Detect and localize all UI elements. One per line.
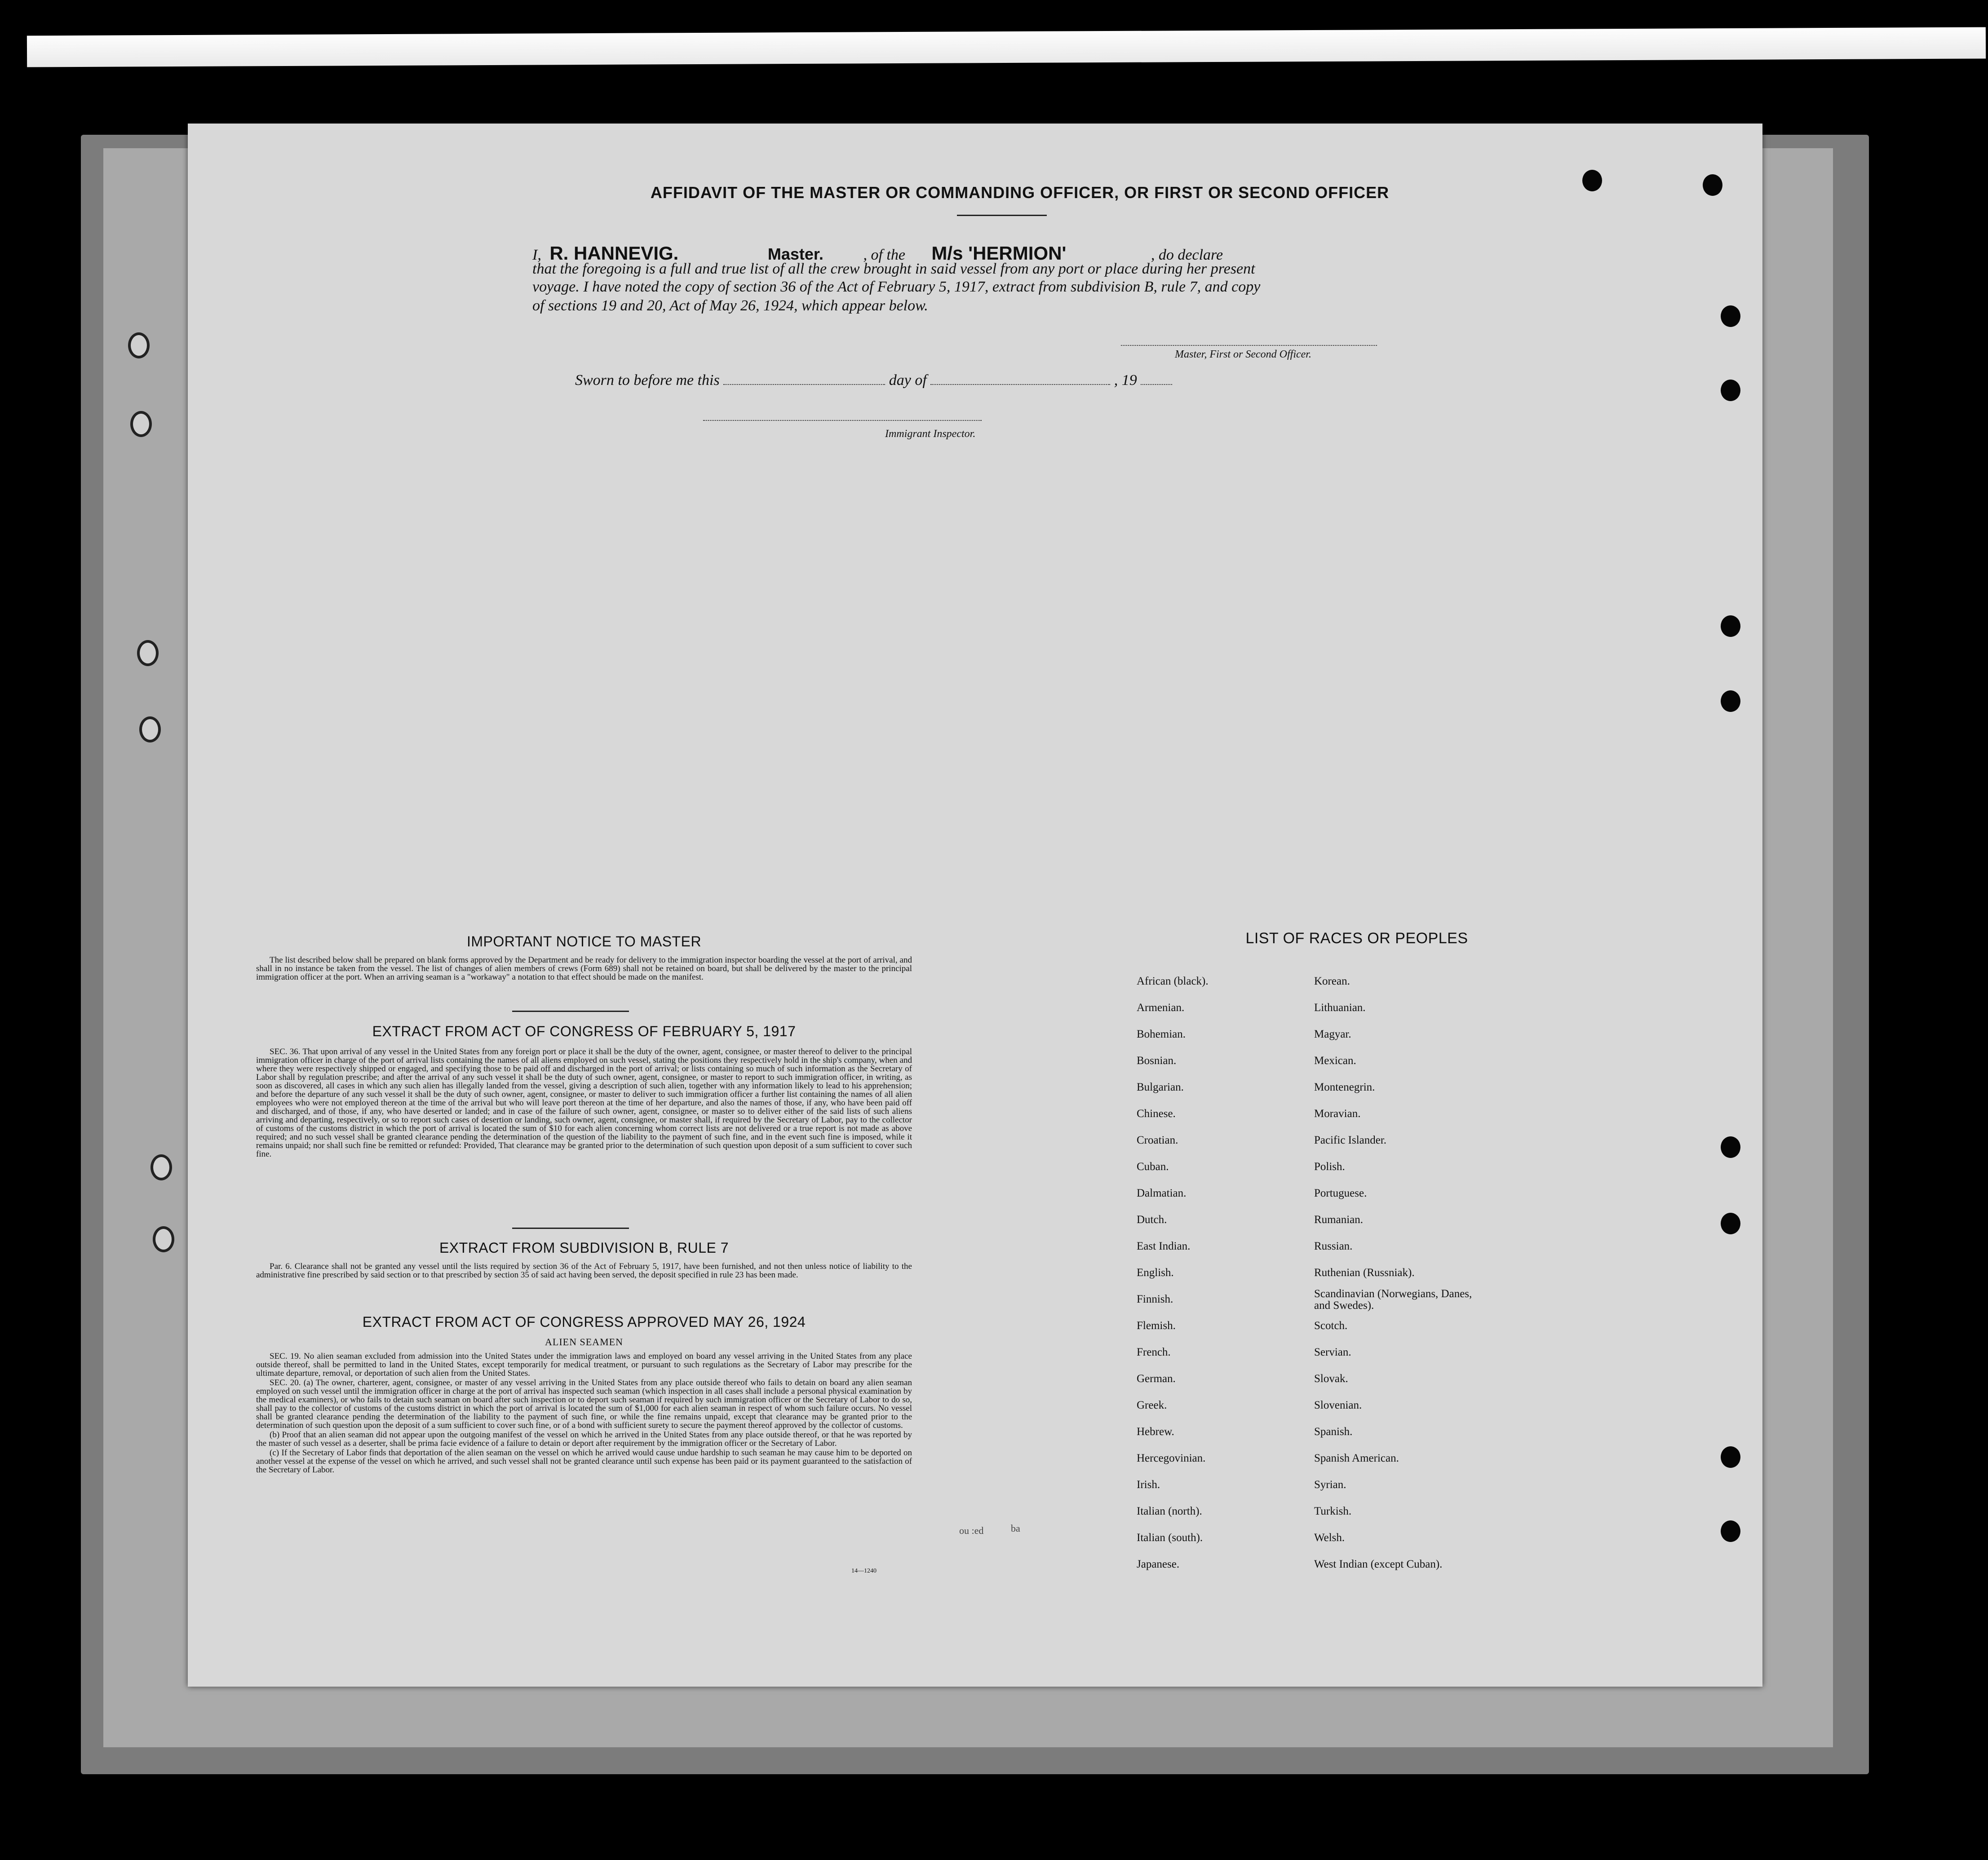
race-item: Chinese. (1137, 1108, 1176, 1120)
year-label: , 19 (1114, 372, 1137, 389)
binder-hole-icon (139, 716, 161, 742)
race-item: East Indian. (1137, 1240, 1191, 1252)
extract-1924-paragraph: SEC. 20. (a) The owner, charterer, agent, consignee, or master of any vessel arriving in the United States from any place outside thereof who fails to detain on board any alien seaman employed on such vessel until the immigration officer in charge at the port of arrival has inspected such seaman (which inspection in all cases shall include a personal physical examination by the medical examiners), or who fails to detain such seaman on board after such inspection or to deport such seaman if required by such immigration officer or the Secretary of Labor to do so, shall pay to the collector of customs of the customs district in which the port of arrival is located the sum of $1,000 for each alien seaman in respect of whom such failure occurs. No vessel shall be granted clearance pending the determination of the liability to the payment of such fine, or while the fine remains unpaid, except that clearance may be granted prior to the determination of such question upon the deposit of a sum sufficient to cover such fine, or of a bond with sufficient surety to secure the payment thereof approved by the collector of customs. (256, 1378, 912, 1430)
race-item: Dalmatian. (1137, 1187, 1187, 1199)
race-item: Bulgarian. (1137, 1081, 1184, 1093)
declaration-prefix: I, (532, 247, 541, 263)
notice-heading: IMPORTANT NOTICE TO MASTER (466, 933, 702, 950)
race-item: Dutch. (1137, 1214, 1167, 1226)
of-the-text: , of the (863, 247, 905, 263)
bleed-through-mark: ba (1011, 1523, 1020, 1534)
extract-1924-paragraph: (b) Proof that an alien seaman did not appear upon the outgoing manifest of the vessel on which he arrived in the United States from any place outside thereof, or that he was reported by the master of such vessel as a deserter, shall be prima facie evidence of a failure to detain or deport after requirement by the immigration officer or the Secretary of Labor. (256, 1430, 912, 1448)
extract-1917-text (256, 1047, 912, 1159)
race-item: Croatian. (1137, 1134, 1178, 1146)
extract-rule7-text (256, 1262, 912, 1280)
race-item: Ruthenian (Russniak). (1314, 1267, 1415, 1279)
race-item: Mexican. (1314, 1055, 1356, 1067)
race-item: Polish. (1314, 1161, 1345, 1173)
race-item: African (black). (1137, 975, 1209, 987)
punch-hole-icon (1721, 1520, 1740, 1542)
extract-1917-paragraph: SEC. 36. That upon arrival of any vessel in the United States from any foreign port or place it shall be the duty of the owner, agent, consignee, or master thereof to deliver to the principal immigration officer in charge of the port of arrival lists containing the names of all aliens employed on such vessel, stating the positions they respectively hold in the ship's company, when and where they were respectively shipped or engaged, and specifying those to be paid off and discharged in the port of arrival; or lists containing so much of such information as the Secretary of Labor shall by regulation prescribe; and after the arrival of any such vessel it shall be the duty of such owner, agent, consignee, or master to report to such immigration officer, in writing, as soon as discovered, all cases in which any such alien has illegally landed from the vessel, giving a description of such alien, together with any information likely to lead to his apprehension; and before the departure of any such vessel it shall be the duty of such owner, agent, consignee, or master to deliver to such immigration officer a further list containing the names of all alien employees who were not employed thereon at the time of the arrival but who will leave port thereon at the time of her departure, and also the names of those, if any, who have been paid off and discharged, and of those, if any, who have deserted or landed; and in case of the failure of such owner, agent, consignee, or master so to deliver either of the said lists of such aliens arriving and departing, respectively, or so to report such cases of desertion or landing, such owner, agent, consignee, or master shall, if required by the Secretary of Labor, pay to the collector of customs of the customs district in which the port of arrival is located the sum of $10 for each alien concerning whom correct lists are not delivered or a true report is not made as above required; and no such vessel shall be granted clearance pending the determination of the question of the liability to the payment of such fine, and in the event such fine is imposed, while it remains unpaid; nor shall such fine be remitted or refunded: Provided, That clearance may be granted prior to the determination of such question upon deposit of a sum sufficient to cover such fine. (256, 1047, 912, 1159)
extract-1924-heading: EXTRACT FROM ACT OF CONGRESS APPROVED MAY 26, 1924 (362, 1314, 806, 1330)
race-item: Armenian. (1137, 1002, 1185, 1014)
signature-line[interactable] (1121, 345, 1377, 346)
race-item: West Indian (except Cuban). (1314, 1558, 1443, 1570)
race-item: Spanish American. (1314, 1452, 1399, 1464)
race-item: Bosnian. (1137, 1055, 1177, 1067)
race-item: Italian (north). (1137, 1505, 1202, 1517)
notice-paragraph: The list described below shall be prepared on blank forms approved by the Department and be ready for delivery to the immigration inspector boarding the vessel at the port of arrival, and shall in no instance be taken from the vessel. The list of changes of alien members of crews (Form 689) shall not be retained on board, but shall be delivered by the master to the principal immigration officer at the port. When an arriving seaman is a "workaway" a notation to that effect should be made on the manifest. (256, 955, 912, 982)
declaration-line-2: that the foregoing is a full and true list of all the crew brought in said vessel from any port or place during her present (532, 261, 1255, 277)
race-item: Spanish. (1314, 1426, 1353, 1438)
race-item: Hercegovinian. (1137, 1452, 1206, 1464)
race-item: Slovenian. (1314, 1399, 1362, 1411)
race-item: Finnish. (1137, 1293, 1173, 1305)
punch-hole-icon (1721, 1446, 1740, 1468)
race-item: Hebrew. (1137, 1426, 1174, 1438)
punch-hole-icon (1721, 305, 1740, 327)
punch-hole-icon (1721, 690, 1740, 712)
declaration-line-3: voyage. I have noted the copy of section 36 of the Act of February 5, 1917, extract from subdivision B, rule 7, and copy (532, 278, 1261, 295)
master-title: Master. (767, 245, 824, 263)
bleed-through-mark: ou :ed (959, 1525, 984, 1536)
race-item: Korean. (1314, 975, 1350, 987)
punch-hole-icon (1721, 1136, 1740, 1158)
punch-hole-icon (1703, 174, 1722, 196)
race-item: Irish. (1137, 1479, 1160, 1491)
binder-hole-icon (128, 332, 150, 358)
race-item: Bohemian. (1137, 1028, 1186, 1040)
binder-hole-icon (153, 1226, 174, 1252)
affidavit-title: AFFIDAVIT OF THE MASTER OR COMMANDING OFFICER, OR FIRST OR SECOND OFFICER (650, 183, 1390, 202)
section-divider (512, 1228, 629, 1229)
extract-1924-text (256, 1352, 912, 1475)
race-item: Portuguese. (1314, 1187, 1367, 1199)
race-item: Magyar. (1314, 1028, 1351, 1040)
race-item: Scandinavian (Norwegians, Danes, and Swedes). (1314, 1288, 1472, 1312)
race-item: Slovak. (1314, 1373, 1348, 1385)
race-item: Montenegrin. (1314, 1081, 1375, 1093)
extract-1924-paragraph: (c) If the Secretary of Labor finds that deportation of the alien seaman on the vessel on which he arrived would cause undue hardship to such seaman he may cause him to be deported on another vessel at the expense of the vessel on which he arrived, and such vessel shall not be granted clearance until such expense has been paid or its payment guaranteed to the satisfaction of the Secretary of Labor. (256, 1448, 912, 1475)
races-heading: LIST OF RACES OR PEOPLES (1245, 930, 1468, 947)
title-divider (957, 215, 1047, 216)
alien-seamen-subheading: ALIEN SEAMEN (545, 1336, 623, 1348)
section-divider (512, 1011, 629, 1012)
race-item: Servian. (1314, 1346, 1351, 1358)
race-item: Japanese. (1137, 1558, 1180, 1570)
race-item: French. (1137, 1346, 1171, 1358)
sworn-line (575, 372, 1172, 389)
declaration-line-4: of sections 19 and 20, Act of May 26, 1924, which appear below. (532, 297, 928, 314)
race-item: Flemish. (1137, 1320, 1176, 1332)
do-declare-text: , do declare (1151, 247, 1223, 263)
punch-hole-icon (1721, 380, 1740, 401)
race-item: Rumanian. (1314, 1214, 1364, 1226)
race-item: English. (1137, 1267, 1174, 1279)
race-item: Italian (south). (1137, 1532, 1203, 1544)
race-item: Syrian. (1314, 1479, 1346, 1491)
punch-hole-icon (1721, 615, 1740, 637)
race-item: Greek. (1137, 1399, 1167, 1411)
race-item: Lithuanian. (1314, 1002, 1366, 1014)
punch-hole-icon (1721, 1213, 1740, 1234)
binder-hole-icon (137, 640, 159, 666)
race-item: German. (1137, 1373, 1176, 1385)
race-item: Turkish. (1314, 1505, 1352, 1517)
signature-label: Master, First or Second Officer. (1175, 349, 1311, 360)
sworn-label: Sworn to before me this (575, 372, 720, 389)
race-item: Russian. (1314, 1240, 1353, 1252)
inspector-signature-line[interactable] (703, 420, 982, 421)
extract-rule7-paragraph: Par. 6. Clearance shall not be granted any vessel until the lists required by section 36 of the Act of February 5, 1917, have been furnished, and not then unless notice of liability to the administrative fine prescribed by said section or to that prescribed by section 35 of said act having been served, the deposit specified in rule 23 has been made. (256, 1262, 912, 1280)
extract-1917-heading: EXTRACT FROM ACT OF CONGRESS OF FEBRUARY 5, 1917 (372, 1023, 796, 1039)
extract-rule7-heading: EXTRACT FROM SUBDIVISION B, RULE 7 (439, 1240, 729, 1256)
race-item: Scotch. (1314, 1320, 1348, 1332)
race-item: Welsh. (1314, 1532, 1345, 1544)
binder-hole-icon (151, 1154, 172, 1180)
day-of-label: day of (889, 372, 927, 389)
form-number: 14—1240 (851, 1568, 877, 1574)
master-name-field[interactable]: R. HANNEVIG. (549, 243, 679, 264)
race-item: Cuban. (1137, 1161, 1169, 1173)
race-item: Pacific Islander. (1314, 1134, 1387, 1146)
notice-text (256, 956, 912, 982)
race-item: Moravian. (1314, 1108, 1361, 1120)
binder-hole-icon (130, 411, 152, 437)
film-top-strip (27, 27, 1986, 67)
sworn-date-field[interactable] (723, 384, 885, 385)
extract-1924-paragraph: SEC. 19. No alien seaman excluded from admission into the United States under the immigration laws and employed on board any vessel arriving in the United States from any place outside thereof, shall be permitted to land in the United States, except temporarily for medical treatment, or pursuant to such regulations as the Secretary of Labor may prescribe for the ultimate departure, removal, or deportation of such alien from the United States. (256, 1352, 912, 1378)
sworn-month-field[interactable] (930, 384, 1110, 385)
sworn-year-field[interactable] (1141, 384, 1172, 385)
vessel-name-field[interactable]: M/s 'HERMION' (931, 243, 1067, 264)
inspector-label: Immigrant Inspector. (885, 428, 976, 440)
